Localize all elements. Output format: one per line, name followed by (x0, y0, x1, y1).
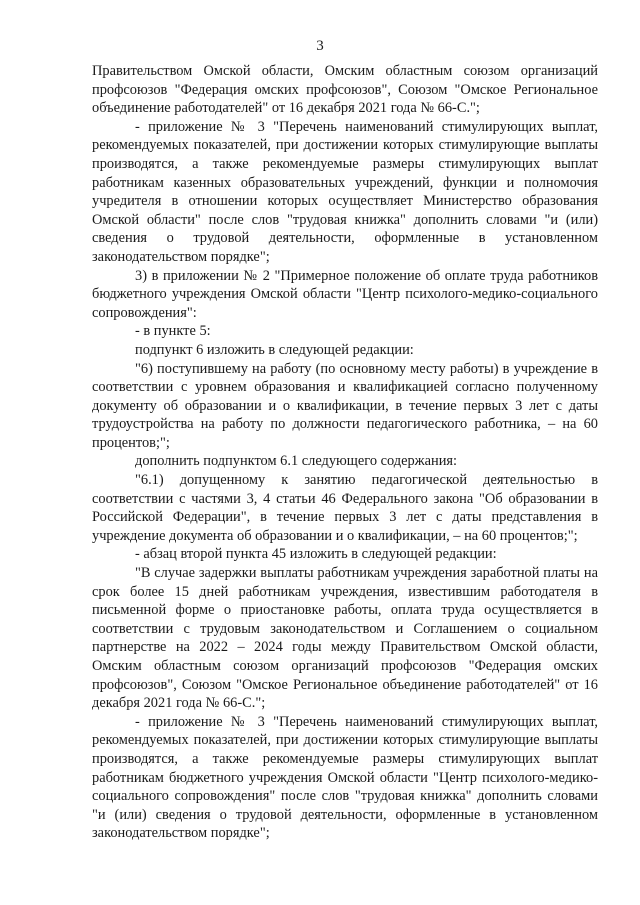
paragraph-point-45-text: "В случае задержки выплаты работникам учреждения заработной платы на срок более 15 дней работникам учреждения, известившим работодателя в письменной форме о приостановке работы, оплата труда осуществляется в соответствии с трудовым законодательством и Соглашением о социальном партнерстве на 2022 – 2024 годы между Правительством Омской области, Омским областным союзом организаций профсоюзов "Федерация омских профсоюзов", Союзом "Омское Региональное объединение работодателей" от 16 декабря 2021 года № 66-С."; (92, 565, 598, 712)
document-body (92, 62, 598, 843)
paragraph-subpoint-6-text: "6) поступившему на работу (по основному месту работы) в учреждение в соответствии с уровнем образования и квалификацией согласно полученному документу об образовании и о квалификации, в течение первых 3 лет с даты трудоустройства на работу по должности педагогического работника, – на 60 процентов;"; (92, 360, 598, 451)
paragraph-appendix-3-kazennye: - приложение № 3 "Перечень наименований стимулирующих выплат, рекомендуемых показателей, при достижении которых стимулирующие выплаты производятся, а также рекомендуемые размеры стимулирующих выплат работникам казенных образовательных учреждений, функции и полномочия учредителя в отношении которых осуществляет Министерство образования Омской области" после слов "трудовая книжка" дополнить словами "и (или) сведения о трудовой деятельности, оформленные в установленном законодательством порядке"; (92, 118, 598, 265)
paragraph-subpoint-6-intro: подпункт 6 изложить в следующей редакции: (135, 341, 414, 358)
paragraph-point-5: - в пункте 5: (135, 323, 211, 340)
paragraph-item-3: 3) в приложении № 2 "Примерное положение об оплате труда работников бюджетного учреждения Омской области "Центр психолого-медико-социального сопровождения": (92, 267, 598, 321)
paragraph-continuation: Правительством Омской области, Омским областным союзом организаций профсоюзов "Федерация омских профсоюзов", Союзом "Омское Региональное объединение работодателей" от 16 декабря 2021 года № 66-С."; (92, 63, 598, 117)
paragraph-subpoint-6-1-text: "6.1) допущенному к занятию педагогической деятельностью в соответствии с частями 3, 4 статьи 46 Федерального закона "Об образовании в Российской Федерации", в течение первых 3 лет с даты представления в учреждение документа об образовании и о квалификации, – на 60 процентов;"; (92, 472, 598, 544)
paragraph-appendix-3-budget: - приложение № 3 "Перечень наименований стимулирующих выплат, рекомендуемых показателей, при достижении которых стимулирующие выплаты производятся, а также рекомендуемые размеры стимулирующих выплат работникам бюджетного учреждения Омской области "Центр психолого-медико-социального сопровождения" после слов "трудовая книжка" дополнить словами "и (или) сведения о трудовой деятельности, оформленные в установленном законодательством порядке"; (92, 713, 598, 842)
page-number: 3 (316, 38, 324, 54)
paragraph-point-45-intro: - абзац второй пункта 45 изложить в следующей редакции: (135, 546, 497, 563)
paragraph-subpoint-6-1-intro: дополнить подпунктом 6.1 следующего содержания: (135, 453, 458, 470)
